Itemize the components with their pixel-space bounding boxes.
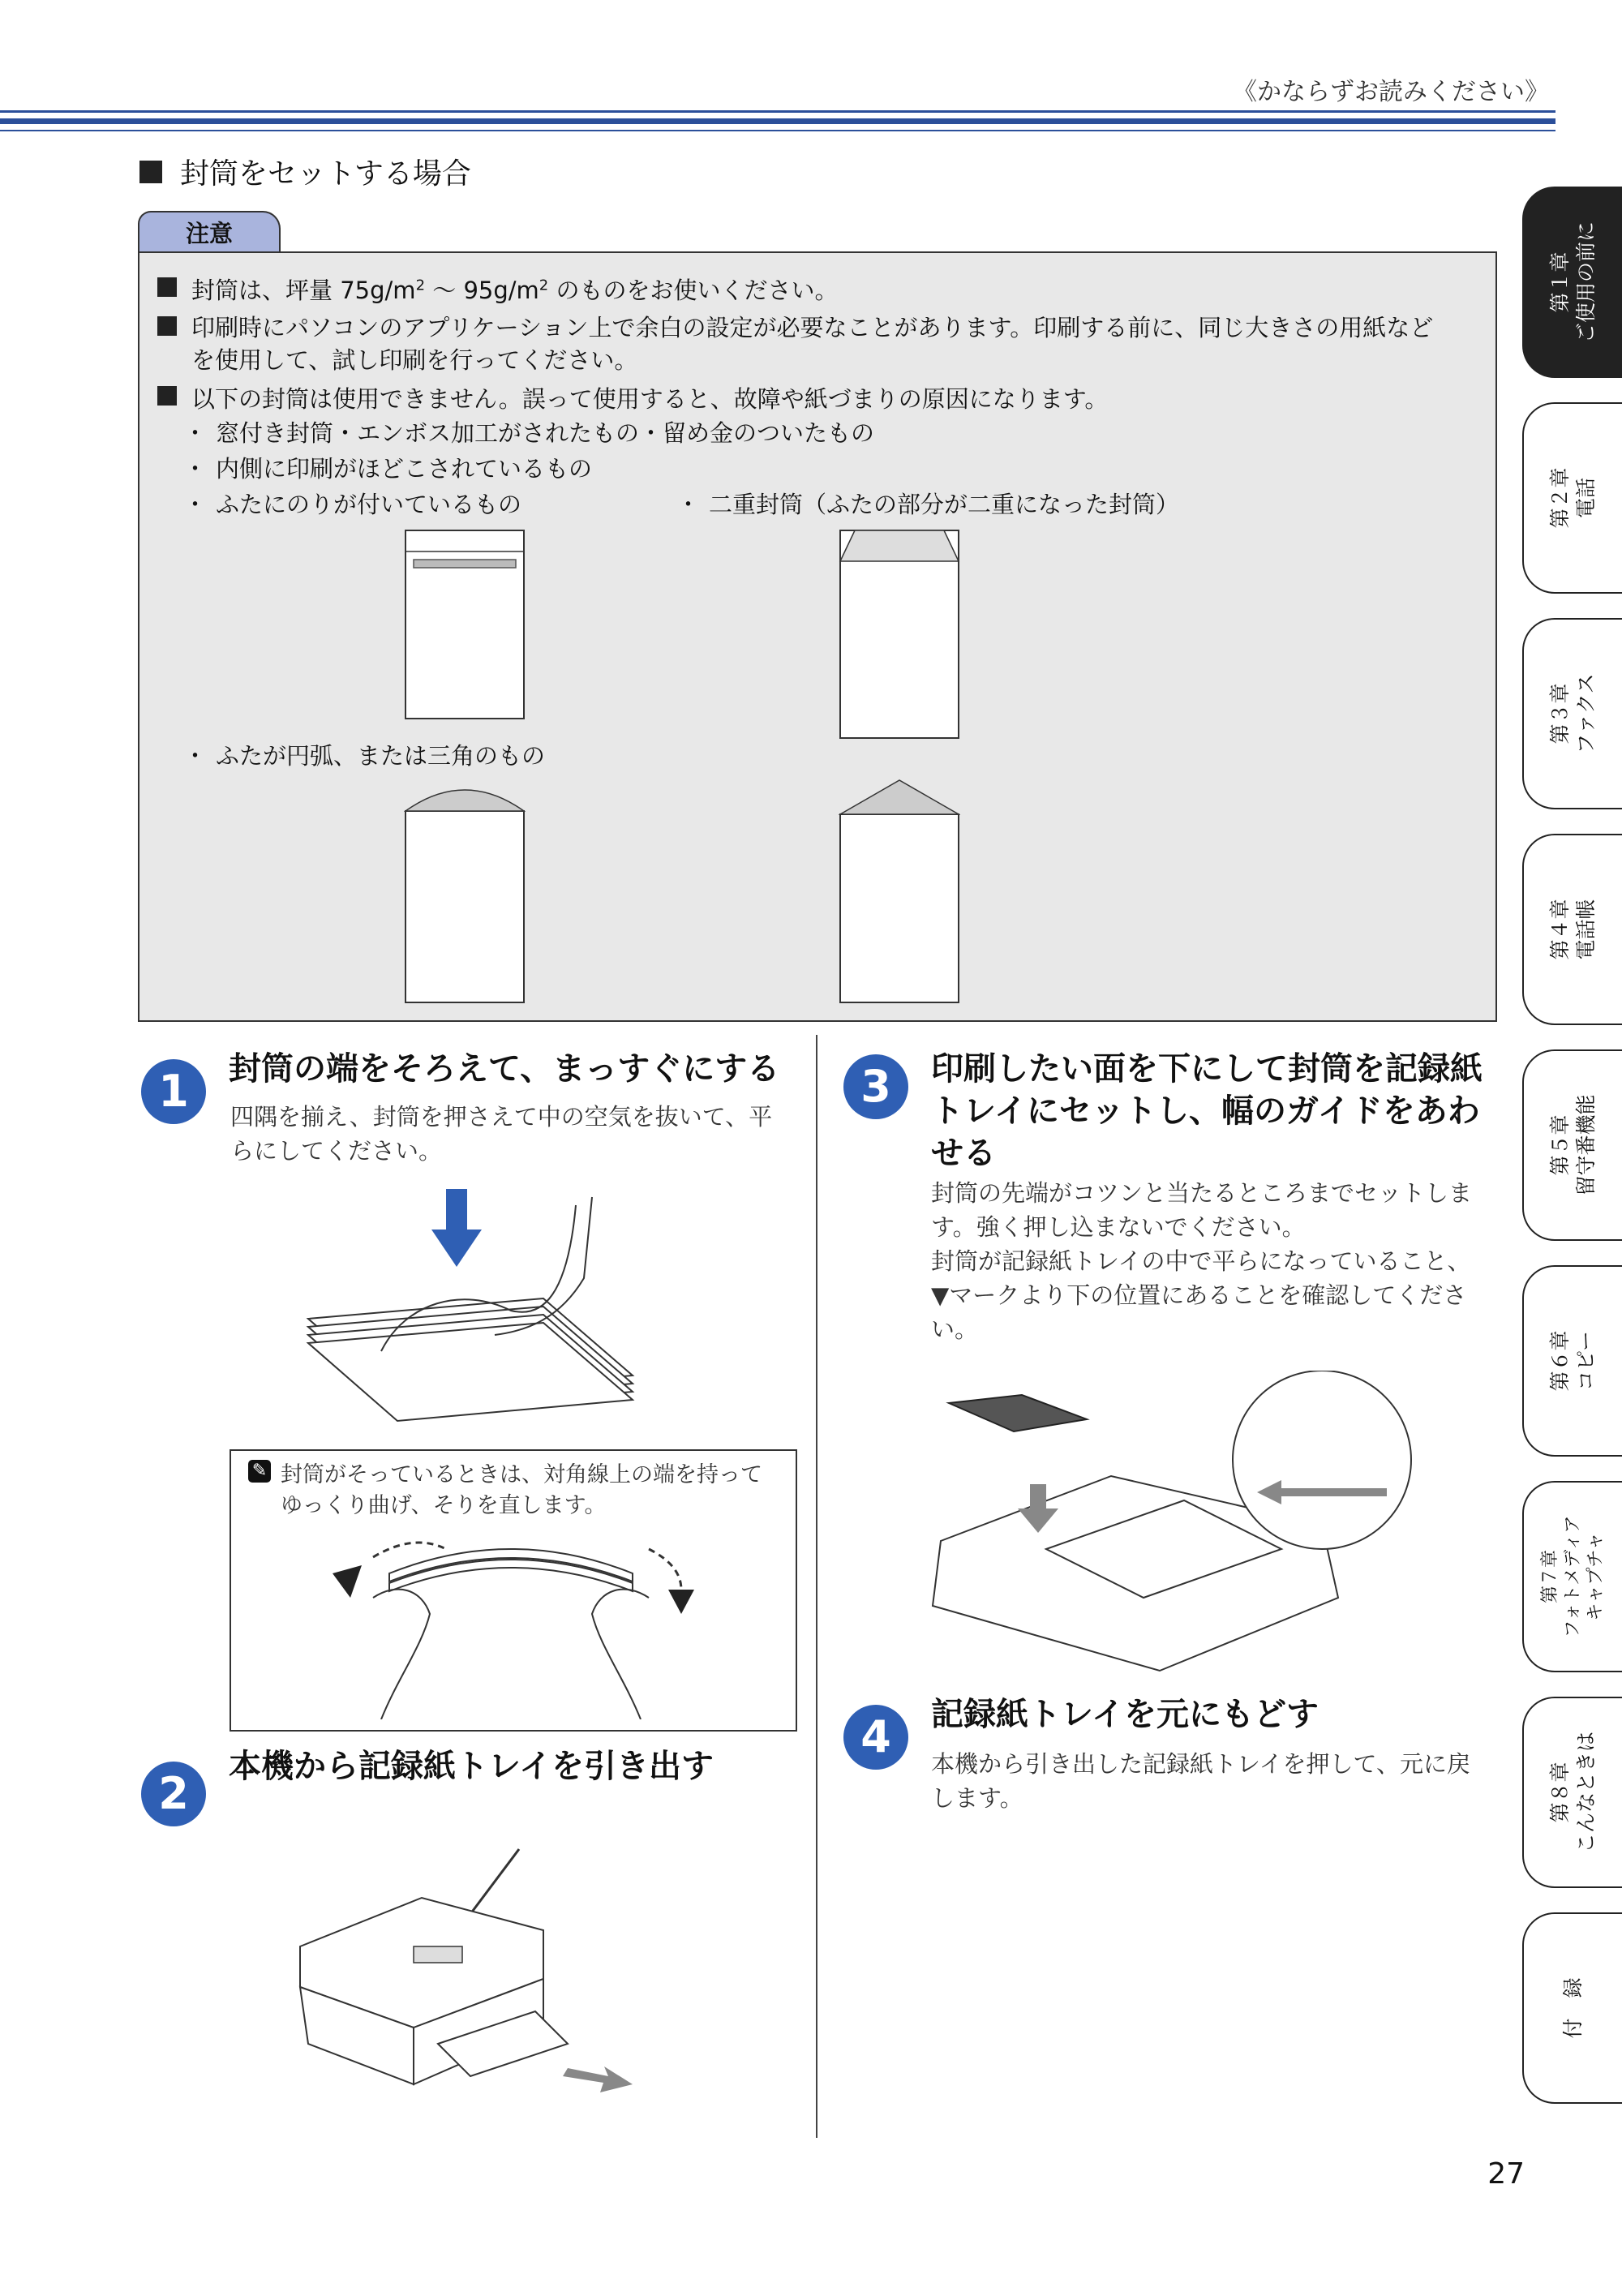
chapter-tab-3-label: 第３章 ファクス bbox=[1547, 673, 1598, 754]
caution-item-1 bbox=[157, 273, 838, 306]
chapter-tab-8-label: 第８章 こんなときは bbox=[1547, 1731, 1598, 1854]
caution-item-2-text: 印刷時にパソコンのアプリケーション上で余白の設定が必要なことがあります。印刷する前に、同じ大きさの用紙など を使用して、試し印刷を行ってください。 bbox=[191, 314, 1434, 374]
header-rule bbox=[0, 110, 1555, 113]
chapter-tab-6-label: 第６章 コピー bbox=[1547, 1330, 1598, 1392]
column-divider bbox=[816, 1035, 817, 2138]
page-number: 27 bbox=[1487, 2157, 1525, 2191]
step-4-body: 本機から引き出した記録紙トレイを押して、元に戻 します。 bbox=[931, 1750, 1470, 1812]
step-2-title: 本機から記録紙トレイを引き出す bbox=[229, 1748, 714, 1785]
step-3-body: 封筒の先端がコツンと当たるところまでセットしま す。強く押し込まないでください。 封筒が記録紙トレイの中で平らになっていること、 ▼マークより下の位置にあることを確認してくださ い。 bbox=[931, 1179, 1473, 1343]
caution-sub-5: ・ ふたが円弧、または三角のもの bbox=[183, 742, 546, 770]
caution-item-3-text: 以下の封筒は使用できません。誤って使用すると、故障や紙づまりの原因になります。 bbox=[191, 385, 1109, 413]
chapter-tab-2[interactable] bbox=[1522, 402, 1622, 594]
caution-sub-3: ・ ふたにのりが付いているもの bbox=[183, 491, 522, 518]
envelope-double-flap-illustration bbox=[839, 529, 960, 740]
printer-pull-tray-illustration bbox=[292, 1841, 641, 2109]
header-note: 《かならずお読みください》 bbox=[1233, 78, 1549, 106]
chapter-tab-7[interactable] bbox=[1522, 1481, 1622, 1672]
chapter-tab-appendix-label: 付 録 bbox=[1560, 1977, 1585, 2039]
step-1-number: 1 bbox=[141, 1059, 206, 1124]
chapter-tab-5[interactable] bbox=[1522, 1049, 1622, 1241]
section-title-text: 封筒をセットする場合 bbox=[180, 157, 471, 191]
chapter-tab-3[interactable] bbox=[1522, 618, 1622, 809]
envelope-triangle-flap-illustration bbox=[839, 779, 960, 1004]
square-bullet-icon bbox=[157, 386, 177, 406]
chapter-tab-6[interactable] bbox=[1522, 1265, 1622, 1457]
header-rule-3 bbox=[0, 130, 1555, 131]
chapter-tab-1[interactable] bbox=[1522, 187, 1622, 378]
chapter-tab-8[interactable] bbox=[1522, 1697, 1622, 1888]
envelope-glue-illustration bbox=[404, 529, 526, 720]
chapter-tab-5-label: 第５章 留守番機能 bbox=[1547, 1094, 1598, 1196]
tray-envelope-guide-illustration bbox=[916, 1371, 1427, 1679]
step-3-title: 印刷したい面を下にして封筒を記録紙 トレイにセットし、幅のガイドをあわ せる bbox=[931, 1050, 1483, 1172]
caution-label: 注意 bbox=[138, 211, 281, 255]
step-3-number: 3 bbox=[843, 1054, 908, 1119]
square-bullet-icon bbox=[139, 161, 162, 183]
caution-sub-2: ・ 内側に印刷がほどこされているもの bbox=[183, 455, 593, 483]
step-4-title: 記録紙トレイを元にもどす bbox=[931, 1696, 1319, 1733]
step-1-body: 四隅を揃え、封筒を押さえて中の空気を抜いて、平 らにしてください。 bbox=[230, 1103, 773, 1165]
chapter-tab-1-label: 第１章 ご使用の前に bbox=[1547, 221, 1598, 344]
chapter-tab-7-label: 第７章 フォトメディア キャプチャ bbox=[1539, 1515, 1606, 1638]
caution-sub-1: ・ 窓付き封筒・エンボス加工がされたもの・留め金のついたもの bbox=[183, 419, 875, 447]
hands-bending-envelopes-illustration bbox=[324, 1525, 697, 1719]
step-1-title: 封筒の端をそろえて、まっすぐにする bbox=[229, 1050, 780, 1088]
tip-content bbox=[248, 1460, 762, 1521]
chapter-tab-2-label: 第２章 電話 bbox=[1547, 467, 1598, 529]
chapter-tab-4[interactable] bbox=[1522, 834, 1622, 1025]
chapter-tab-appendix[interactable] bbox=[1522, 1912, 1622, 2104]
chapter-tab-4-label: 第４章 電話帳 bbox=[1547, 899, 1598, 960]
tip-text: 封筒がそっているときは、対角線上の端を持って ゆっくり曲げ、そりを直します。 bbox=[281, 1462, 762, 1518]
step-2-number: 2 bbox=[141, 1762, 206, 1826]
hand-pressing-envelopes-illustration bbox=[300, 1189, 641, 1432]
section-title bbox=[139, 151, 471, 192]
square-bullet-icon bbox=[157, 277, 177, 297]
square-bullet-icon bbox=[157, 316, 177, 336]
envelope-arc-flap-illustration bbox=[404, 782, 526, 1004]
caution-item-3 bbox=[157, 381, 1108, 414]
caution-item-2 bbox=[157, 311, 1433, 376]
memo-icon: ✎ bbox=[248, 1460, 271, 1483]
header-rule-2 bbox=[0, 118, 1555, 124]
step-4-number: 4 bbox=[843, 1705, 908, 1770]
caution-sub-4: ・ 二重封筒（ふたの部分が二重になった封筒） bbox=[676, 491, 1180, 518]
caution-item-1-text: 封筒は、坪量 $75g/m^2$ 〜 $95g/m^2$ のものをお使いください。 bbox=[191, 277, 839, 304]
